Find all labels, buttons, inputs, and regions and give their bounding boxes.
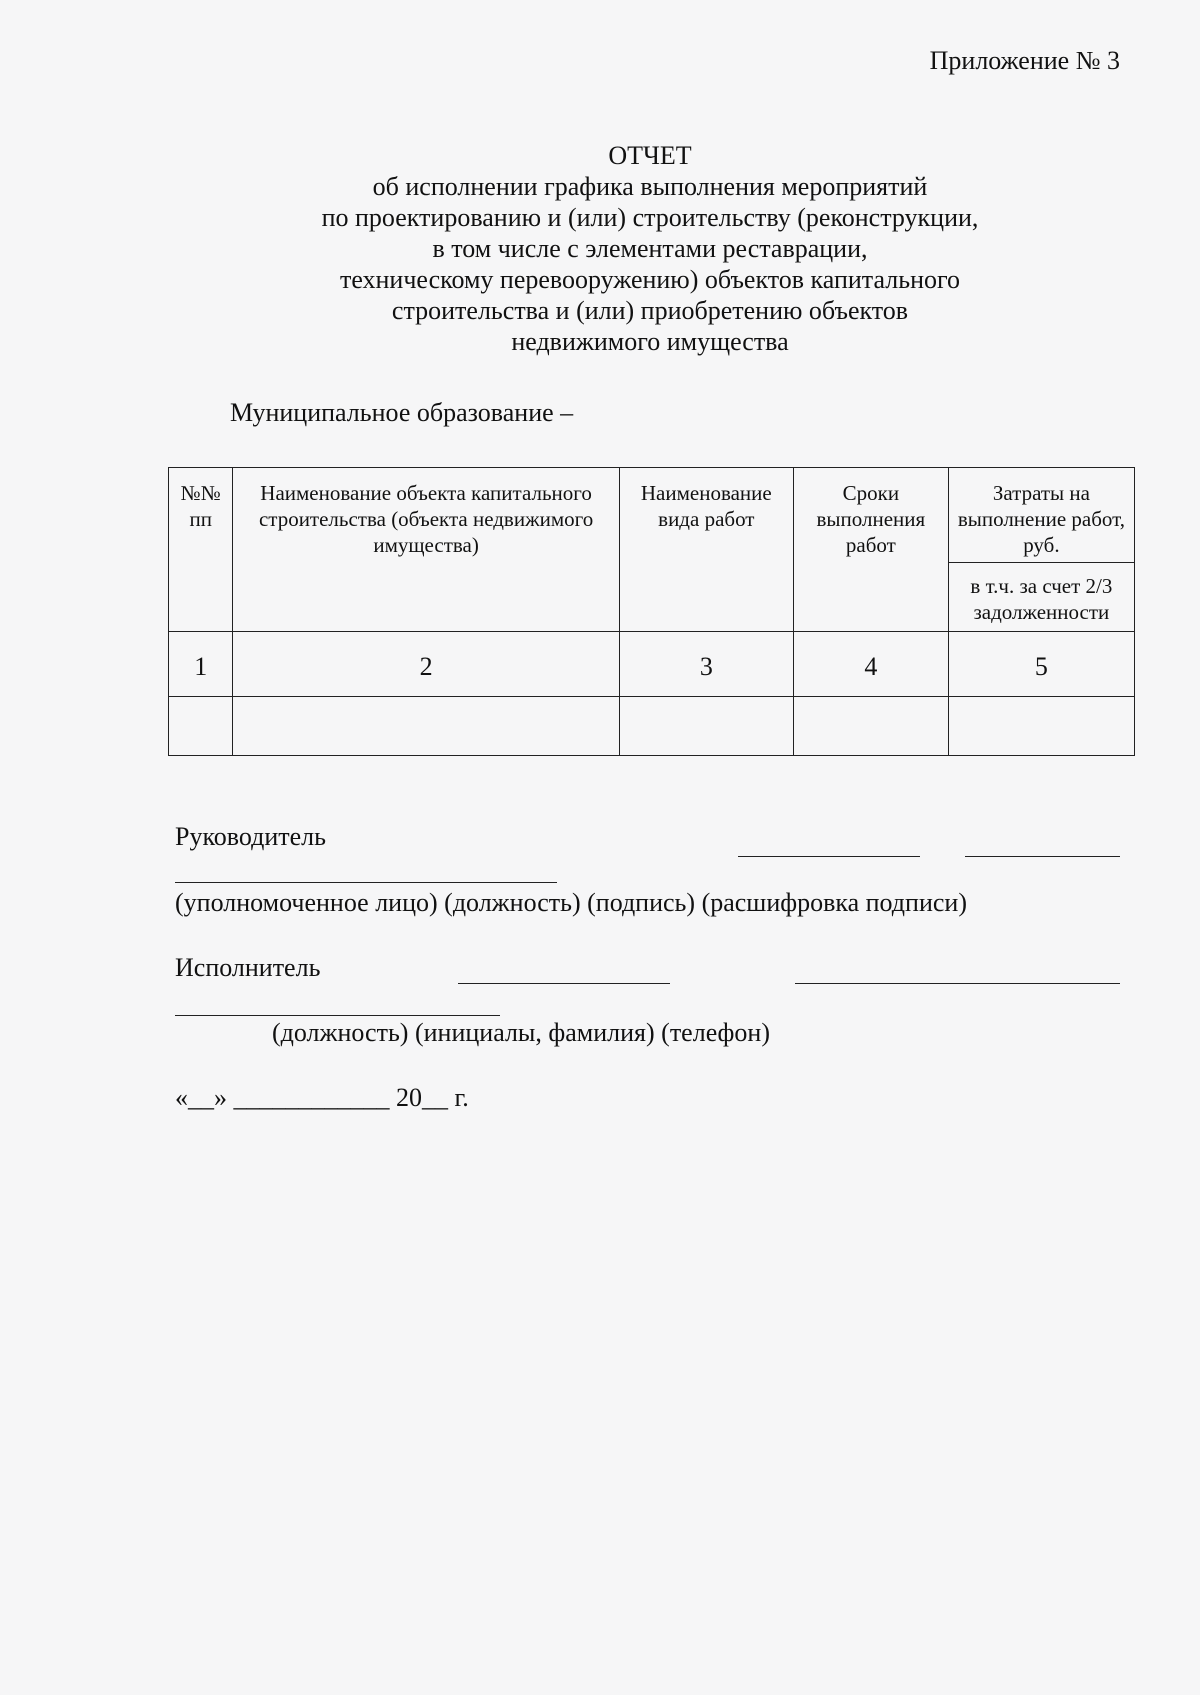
column-number: 4	[793, 632, 948, 697]
empty-cell	[948, 697, 1134, 756]
title-line: недвижимого имущества	[511, 327, 789, 356]
empty-cell	[793, 697, 948, 756]
head-captions: (уполномоченное лицо) (должность) (подпись) (расшифровка подписи)	[175, 888, 967, 917]
executor-position-line	[175, 1015, 500, 1016]
date-line: «__» ____________ 20__ г.	[175, 1083, 469, 1112]
title-line: об исполнении графика выполнения мероприятий	[372, 172, 928, 201]
column-number: 3	[619, 632, 793, 697]
head-decryption-line	[965, 856, 1120, 857]
empty-cell	[169, 697, 233, 756]
executor-phone-line	[795, 983, 1120, 984]
title-line: по проектированию и (или) строительству (реконструкции,	[321, 203, 979, 232]
column-number-row	[169, 632, 1135, 697]
report-title	[0, 140, 1200, 357]
appendix-label: Приложение № 3	[929, 46, 1120, 75]
table-header-row	[169, 468, 1135, 563]
header-num: №№ пп	[169, 468, 233, 632]
empty-data-row	[169, 697, 1135, 756]
column-number: 1	[169, 632, 233, 697]
head-position-line	[175, 882, 557, 883]
title-line: в том числе с элементами реставрации,	[432, 234, 868, 263]
title-line: техническому перевооружению) объектов капитального	[339, 265, 961, 294]
header-work-type: Наименование вида работ	[619, 468, 793, 632]
municipality-label: Муниципальное образование –	[230, 398, 574, 427]
empty-cell	[233, 697, 619, 756]
executor-captions: (должность) (инициалы, фамилия) (телефон)	[272, 1018, 770, 1047]
head-signature-line	[738, 856, 920, 857]
executor-name-line	[458, 983, 670, 984]
header-object-name: Наименование объекта капитального строительства (объекта недвижимого имущества)	[233, 468, 619, 632]
header-deadlines: Сроки выполнения работ	[793, 468, 948, 632]
report-heading: ОТЧЕТ	[608, 141, 692, 170]
head-label: Руководитель	[175, 822, 326, 851]
empty-cell	[619, 697, 793, 756]
header-costs: Затраты на выполнение работ, руб.	[948, 468, 1134, 563]
column-number: 5	[948, 632, 1134, 697]
title-line: строительства и (или) приобретению объектов	[391, 296, 909, 325]
header-costs-sub: в т.ч. за счет 2/3 задолженности	[948, 563, 1134, 632]
executor-label: Исполнитель	[175, 953, 321, 982]
report-table	[168, 467, 1135, 756]
column-number: 2	[233, 632, 619, 697]
